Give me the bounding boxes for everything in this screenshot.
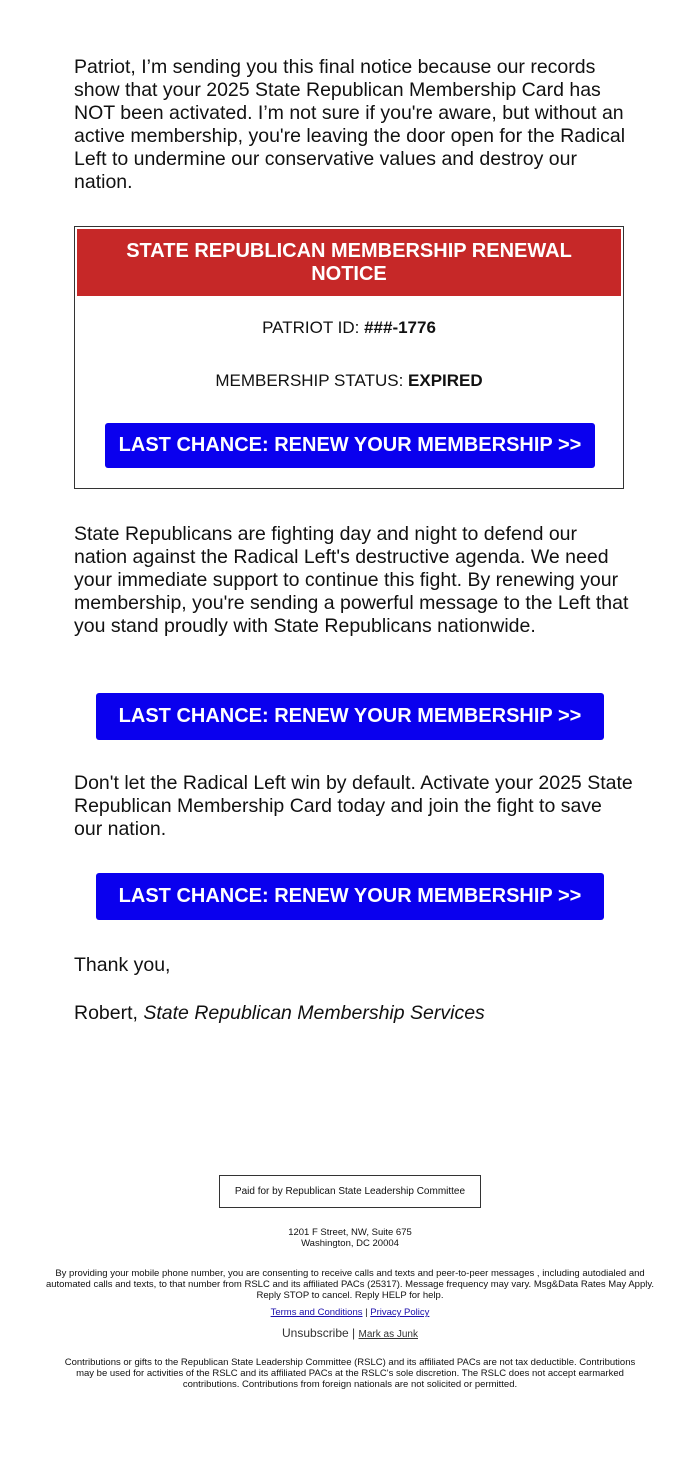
mark-junk-link[interactable]: Mark as Junk — [358, 1329, 418, 1340]
membership-status-value: EXPIRED — [408, 371, 483, 390]
legal-links — [40, 1307, 660, 1318]
patriot-id-label: PATRIOT ID: — [262, 318, 365, 337]
unsubscribe-text[interactable]: Unsubscribe — [282, 1326, 349, 1340]
membership-status-label: MEMBERSHIP STATUS: — [215, 371, 409, 390]
notice-header: STATE REPUBLICAN MEMBERSHIP RENEWAL NOTICE — [77, 229, 621, 296]
renew-membership-button-2[interactable]: LAST CHANCE: RENEW YOUR MEMBERSHIP >> — [96, 693, 604, 740]
unsubscribe-separator: | — [352, 1326, 356, 1340]
membership-status-line — [75, 371, 623, 391]
renew-membership-button-3[interactable]: LAST CHANCE: RENEW YOUR MEMBERSHIP >> — [96, 873, 604, 920]
address-line-2: Washington, DC 20004 — [301, 1238, 399, 1249]
paragraph-2-section — [74, 523, 634, 638]
paragraph-3-section — [74, 772, 634, 841]
patriot-id-line — [75, 318, 623, 338]
links-separator: | — [362, 1307, 371, 1318]
signature-org: State Republican Membership Services — [143, 1002, 485, 1024]
paragraph-3: Don't let the Radical Left win by default. Activate your 2025 State Republican Membership Card today and join the fight to save our nation. — [74, 772, 633, 840]
contributions-disclaimer: Contributions or gifts to the Republican State Leadership Committee (RSLC) and its affiliated PACs are not tax deductible. Contributions may be used for activities of the RSLC and its affiliated PACs at the RSLC's sole discretion. The RSLC does not accept earmarked contributions. Contributions from foreign nationals are not solicited or permitted. — [64, 1357, 636, 1390]
renew-membership-button-1[interactable]: LAST CHANCE: RENEW YOUR MEMBERSHIP >> — [105, 423, 595, 468]
sms-disclaimer: By providing your mobile phone number, you are consenting to receive calls and texts and peer-to-peer messages , including autodialed and automated calls and texts, to that number from RSLC and its affiliated PACs (25317). Message frequency may vary. Msg&Data Rates May Apply. Reply STOP to cancel. Reply HELP for help. — [45, 1268, 655, 1301]
terms-link[interactable]: Terms and Conditions — [270, 1307, 363, 1318]
address-line-1: 1201 F Street, NW, Suite 675 — [288, 1227, 412, 1238]
unsubscribe-row — [40, 1328, 660, 1340]
address — [40, 1227, 660, 1249]
renewal-notice-box — [74, 226, 624, 489]
patriot-id-value: ###-1776 — [364, 318, 436, 337]
paid-for-box: Paid for by Republican State Leadership Committee — [219, 1175, 481, 1208]
intro-paragraph: Patriot, I’m sending you this final notice because our records show that your 2025 State Republican Membership Card has NOT been activated. I’m not sure if you're aware, but without an active membership, you're leaving the door open for the Radical Left to undermine our conservative values and destroy our nation. — [74, 56, 626, 193]
signature-name: Robert, — [74, 1002, 144, 1024]
signature-line — [74, 1002, 485, 1025]
paragraph-2: State Republicans are fighting day and night to defend our nation against the Radical Left's destructive agenda. We need your immediate support to continue this fight. By renewing your membership, you're sending a powerful message to the Left that you stand proudly with State Republicans nationwide. — [74, 523, 629, 637]
privacy-link[interactable]: Privacy Policy — [370, 1307, 430, 1318]
thanks-line: Thank you, — [74, 954, 171, 976]
intro-section — [74, 56, 634, 194]
